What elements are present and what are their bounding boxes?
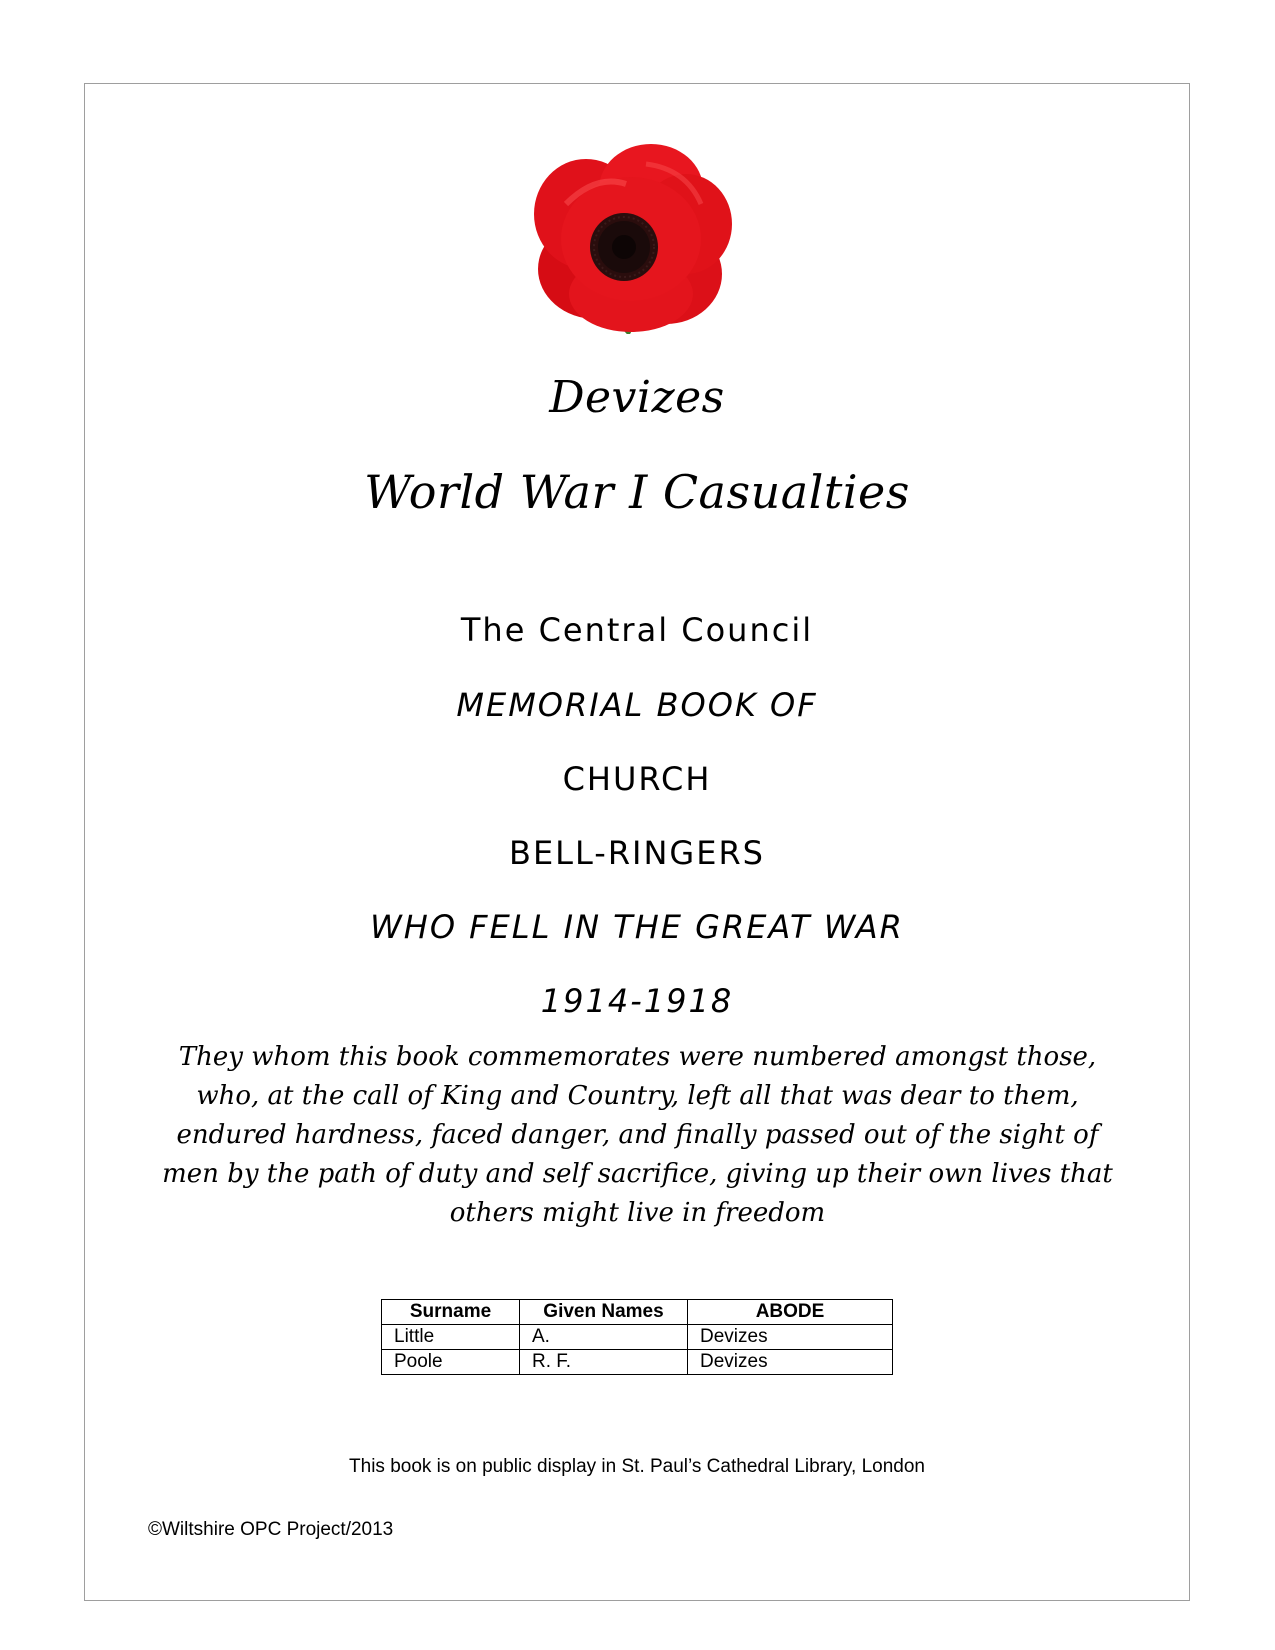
header-abode: ABODE xyxy=(688,1300,893,1325)
dedication-line: endured hardness, faced danger, and finally passed out of the sight of xyxy=(176,1120,1099,1150)
header-surname: Surname xyxy=(382,1300,520,1325)
display-location-note: This book is on public display in St. Paul’s Cathedral Library, London xyxy=(349,1456,925,1477)
table-row xyxy=(382,1350,893,1375)
dedication-line: who, at the call of King and Country, left all that was dear to them, xyxy=(196,1081,1079,1111)
cell-abode: Devizes xyxy=(688,1350,893,1375)
memorial-bellringers-line: BELL-RINGERS xyxy=(509,834,765,872)
memorial-church-line: CHURCH xyxy=(562,760,712,798)
page-title: World War I Casualties xyxy=(364,465,910,519)
header-given-names: Given Names xyxy=(520,1300,688,1325)
table-header-row xyxy=(382,1300,893,1325)
memorial-book-line: MEMORIAL BOOK OF xyxy=(456,686,818,724)
dedication-paragraph xyxy=(130,1038,1145,1233)
dedication-line: They whom this book commemorates were numbered amongst those, xyxy=(178,1042,1097,1072)
casualties-table xyxy=(381,1299,893,1375)
cell-abode: Devizes xyxy=(688,1325,893,1350)
table-row xyxy=(382,1325,893,1350)
cell-surname: Little xyxy=(382,1325,520,1350)
cell-given-names: R. F. xyxy=(520,1350,688,1375)
memorial-council-line: The Central Council xyxy=(460,611,814,649)
poppy-image xyxy=(526,144,740,334)
dedication-line: others might live in freedom xyxy=(449,1198,826,1228)
dedication-line: men by the path of duty and self sacrifice, giving up their own lives that xyxy=(162,1159,1113,1189)
cell-surname: Poole xyxy=(382,1350,520,1375)
page-place-title: Devizes xyxy=(549,372,725,423)
cell-given-names: A. xyxy=(520,1325,688,1350)
memorial-fell-line: WHO FELL IN THE GREAT WAR xyxy=(370,908,904,946)
copyright-notice: ©Wiltshire OPC Project/2013 xyxy=(148,1519,394,1540)
memorial-years-line: 1914-1918 xyxy=(540,982,734,1020)
